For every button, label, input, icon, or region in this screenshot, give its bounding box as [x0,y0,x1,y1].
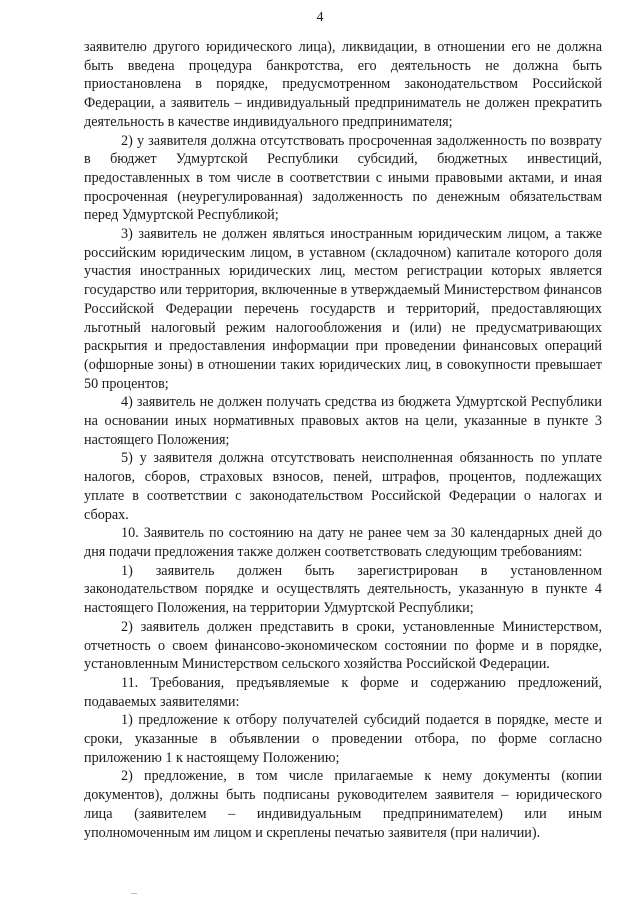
paragraph-item-2-no-overdue-debt: 2) у заявителя должна отсутствовать просроченная задолженность по возврату в бюджет Удмуртской Республики субсидий, бюджетных инвестиций, предоставленных в том числе в соответствии с иными правовыми актами, и иная просроченная (неурегулированная) задолженность по денежным обязательствам перед Удмуртской Республикой; [84,132,602,224]
paragraph-item-4-no-other-funds: 4) заявитель не должен получать средства из бюджета Удмуртской Республики на основании иных нормативных правовых актов на цели, указанные в пункте 3 настоящего Положения; [84,394,602,448]
paragraph-clause-10-item-2: 2) заявитель должен представить в сроки, установленные Министерством, отчетность о своем финансово-экономическом состоянии по форме и в порядке, установленным Министерством сельского хозяйства Российской Федерации. [84,618,602,673]
page-number: 4 [316,10,324,25]
paragraph-clause-11-item-2: 2) предложение, в том числе прилагаемые к нему документы (копии документов), должны быть подписаны руководителем заявителя – юридического лица (заявителем – индивидуальным предпринимателем) или иным уполномоченным им лицом и скреплены печатью заявителя (при наличии). [84,768,602,841]
paragraph-clause-10: 10. Заявитель по состоянию на дату не ранее чем за 30 календарных дней до дня подачи предложения также должен соответствовать следующим требованиям: [84,525,602,560]
document-body [84,38,602,842]
paragraph-item-3-not-foreign-entity: 3) заявитель не должен являться иностранным юридическим лицом, а также российским юридическим лицом, в уставном (складочном) капитале которого доля участия иностранных юридических лиц, местом регистрации которых является государство или территория, включенные в утверждаемый Министерством финансов Российской Федерации перечень государств и территорий, предоставляющих льготный налоговый режим налогообложения и (или) не предусматривающих раскрытия и предоставления информации при проведении финансовых операций (офшорные зоны) в отношении таких юридических лиц, в совокупности превышает 50 процентов; [84,226,602,392]
paragraph-item-5-no-tax-arrears: 5) у заявителя должна отсутствовать неисполненная обязанность по уплате налогов, сборов, страховых взносов, пеней, штрафов, процентов, подлежащих уплате в соответствии с законодательством Российской Федерации о налогах и сборах. [84,450,602,523]
paragraph-clause-11-item-1: 1) предложение к отбору получателей субсидий подается в порядке, месте и сроки, указанные в объявлении о проведении отбора, по форме согласно приложению 1 к настоящему Положению; [84,712,602,766]
paragraph-clause-11: 11. Требования, предъявляемые к форме и содержанию предложений, подаваемых заявителями: [84,674,602,710]
paragraph-clause-10-item-1: 1) заявитель должен быть зарегистрирован в установленном законодательством порядке и осуществлять деятельность, указанную в пункте 4 настоящего Положения, на территории Удмуртской Республики; [84,562,602,617]
scan-artifact-mark [131,893,137,894]
paragraph-continuation: заявителю другого юридического лица), ликвидации, в отношении его не должна быть введена процедура банкротства, его деятельность не должна быть приостановлена в порядке, предусмотренном законодательством Российской Федерации, а заявитель – индивидуальный предприниматель не должен прекратить деятельность в качестве индивидуального предпринимателя; [84,39,602,130]
